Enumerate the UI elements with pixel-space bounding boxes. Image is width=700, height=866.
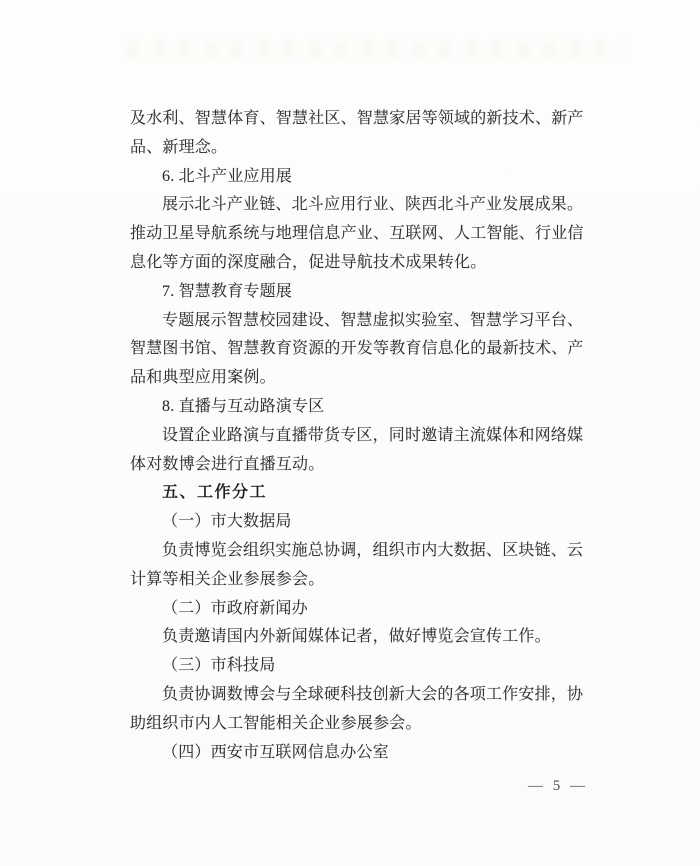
text-line-numbered-item-6: 6. 北斗产业应用展 xyxy=(162,167,293,185)
page-number: — 5 — xyxy=(528,778,588,794)
text-line: 及水利、智慧体育、智慧社区、智慧家居等领域的新技术、新产 xyxy=(130,110,584,127)
text-line-numbered-item-7: 7. 智慧教育专题展 xyxy=(162,282,293,300)
text-line: 负责协调数博会与全球硬科技创新大会的各项工作安排，协 xyxy=(162,685,584,703)
text-line: 专题展示智慧校园建设、智慧虚拟实验室、智慧学习平台、 xyxy=(162,311,584,329)
section-heading: 五、工作分工 xyxy=(162,484,268,502)
text-line: 计算等相关企业参展参会。 xyxy=(130,570,325,588)
bleed-through-artifact xyxy=(128,40,624,58)
text-line: 负责博览会组织实施总协调，组织市内大数据、区块链、云 xyxy=(162,541,584,559)
subsection-heading: （一）市大数据局 xyxy=(162,513,292,531)
text-line-numbered-item-8: 8. 直播与互动路演专区 xyxy=(162,397,325,415)
text-line: 息化等方面的深度融合，促进导航技术成果转化。 xyxy=(130,253,487,271)
subsection-heading: （二）市政府新闻办 xyxy=(162,599,308,617)
text-line: 展示北斗产业链、北斗应用行业、陕西北斗产业发展成果。 xyxy=(162,196,584,214)
text-line: 体对数博会进行直播互动。 xyxy=(130,455,325,473)
text-line: 负责邀请国内外新闻媒体记者，做好博览会宣传工作。 xyxy=(162,628,551,646)
text-line: 推动卫星导航系统与地理信息产业、互联网、人工智能、行业信 xyxy=(130,225,584,243)
subsection-heading: （三）市科技局 xyxy=(162,657,276,675)
text-line: 助组织市内人工智能相关企业参展参会。 xyxy=(130,714,422,732)
subsection-heading: （四）西安市互联网信息办公室 xyxy=(162,743,389,761)
text-line: 品、新理念。 xyxy=(130,138,228,156)
text-line: 品和典型应用案例。 xyxy=(130,369,276,387)
document-text xyxy=(130,105,582,767)
text-line: 设置企业路演与直播带货专区，同时邀请主流媒体和网络媒 xyxy=(162,426,584,444)
text-line: 智慧图书馆、智慧教育资源的开发等教育信息化的最新技术、产 xyxy=(130,340,584,358)
